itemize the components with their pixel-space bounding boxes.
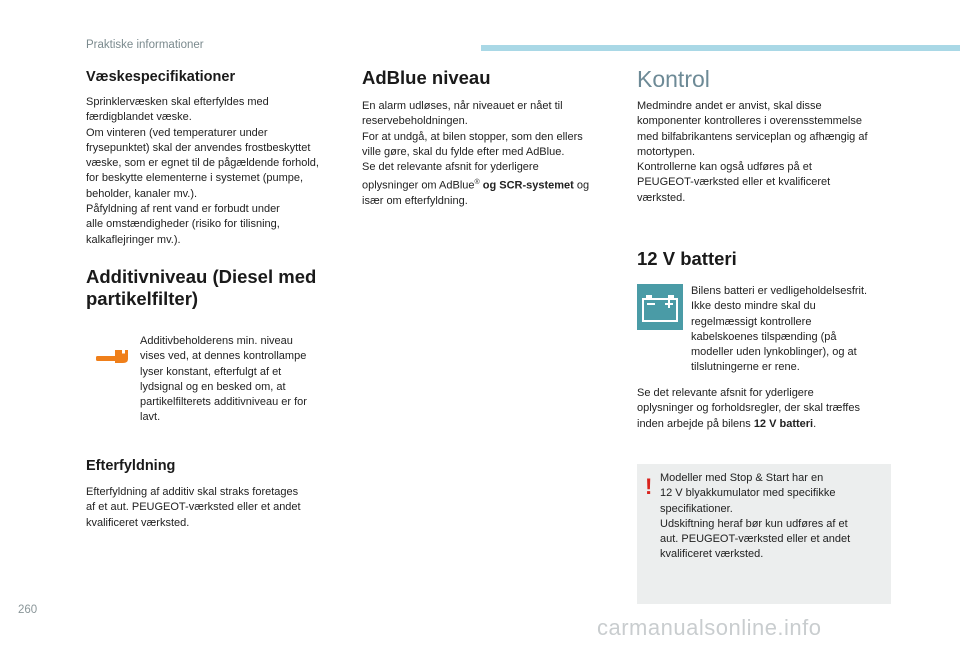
battery-icon — [637, 284, 683, 330]
text-line: frysepunktet) skal der anvendes frostbeskyttet — [86, 141, 311, 154]
adblue-text — [362, 99, 622, 210]
text-line: Efterfyldning af additiv skal straks foretages — [86, 486, 299, 498]
warning-icon: ! — [645, 474, 653, 499]
text-line: med bilfabrikantens serviceplan og afhængig af — [637, 130, 868, 143]
text-line: beholder, kanaler mv.). — [86, 187, 198, 200]
battery-text — [691, 284, 901, 376]
text-line: Om vinteren (ved temperaturer under — [86, 126, 268, 139]
battery-reference-text — [637, 386, 907, 432]
text-line — [637, 417, 907, 432]
text-line: værksted. — [637, 191, 686, 204]
text-line: 12 V blyakkumulator med specifikke — [660, 487, 836, 500]
text-line: motortypen. — [637, 145, 696, 158]
text-line: partikelfilterets additivniveau er for — [140, 396, 307, 409]
fluid-spec-title: Væskespecifikationer — [86, 69, 236, 85]
text-line: Medmindre andet er anvist, skal disse — [637, 100, 822, 112]
wrench-icon — [94, 347, 130, 369]
text-line: Ikke desto mindre skal du — [691, 300, 816, 313]
title-line: partikelfilter) — [86, 288, 199, 309]
header-accent-bar — [481, 45, 960, 51]
text-line: aut. PEUGEOT-værksted eller et andet — [660, 533, 851, 546]
refill-title: Efterfyldning — [86, 458, 176, 474]
text-line: kabelskoenes tilspænding (på — [691, 330, 837, 343]
text-line: for beskytte elementerne i systemet (pumpe, — [86, 172, 304, 185]
text-line: kvalificeret værksted. — [660, 548, 764, 561]
warning-callout-text — [660, 471, 885, 563]
text-line: lavt. — [140, 411, 161, 424]
text-line: væske, som er egnet til de pågældende forhold, — [86, 157, 319, 170]
text-line: En alarm udløses, når niveauet er nået til — [362, 100, 563, 112]
text-line: færdigblandet væske. — [86, 111, 192, 124]
text-line: kalkaflejringer mv.). — [86, 233, 181, 246]
registered-mark: ® — [474, 179, 480, 187]
fluid-spec-text — [86, 95, 356, 248]
watermark: carmanualsonline.info — [597, 615, 822, 640]
text-line: ville gøre, skal du fylde efter med AdBlue. — [362, 145, 565, 158]
text-line: lyser konstant, efterfulgt af et — [140, 365, 282, 378]
text-line: af et aut. PEUGEOT-værksted eller et andet — [86, 501, 301, 514]
text-line: PEUGEOT-værksted eller et kvalificeret — [637, 176, 831, 189]
text-line: Se det relevante afsnit for yderligere — [362, 161, 539, 174]
section-header: Praktiske informationer — [86, 39, 204, 51]
text-line: Udskiftning heraf bør kun udføres af et — [660, 517, 848, 530]
text-run-bold: og SCR-systemet — [479, 180, 574, 193]
additive-level-title — [86, 266, 316, 310]
text-run: . — [813, 417, 817, 430]
text-line: tilslutningerne er rene. — [691, 361, 800, 374]
text-line: modeller uden lynkoblinger), og at — [691, 346, 857, 359]
text-line — [362, 175, 622, 194]
text-line: komponenter kontrolleres i overensstemmelse — [637, 115, 862, 128]
text-run: oplysninger om AdBlue — [362, 180, 475, 193]
text-line: Sprinklervæsken skal efterfyldes med — [86, 96, 269, 108]
text-line: reservebeholdningen. — [362, 115, 468, 128]
title-line: Additivniveau (Diesel med — [86, 266, 317, 287]
adblue-title: AdBlue niveau — [362, 67, 491, 88]
text-line: især om efterfyldning. — [362, 195, 468, 208]
text-line: Påfyldning af rent vand er forbudt under — [86, 203, 280, 216]
text-line: Kontrollerne kan også udføres på et — [637, 161, 812, 174]
control-text — [637, 99, 907, 206]
text-line: alle omstændigheder (risiko for tilisning, — [86, 218, 280, 231]
text-run-bold: 12 V batteri — [753, 417, 814, 430]
text-line: vises ved, at dennes kontrollampe — [140, 350, 307, 363]
control-title: Kontrol — [637, 66, 710, 92]
text-run: og — [573, 180, 590, 193]
text-line: oplysninger og forholdsregler, der skal træffes — [637, 402, 860, 415]
battery-title: 12 V batteri — [637, 248, 737, 269]
additive-level-text — [140, 334, 340, 426]
text-run: inden arbejde på bilens — [637, 417, 754, 430]
text-line: Modeller med Stop & Start har en — [660, 472, 824, 484]
text-line: Se det relevante afsnit for yderligere — [637, 387, 814, 399]
refill-text — [86, 485, 356, 531]
page-number: 260 — [18, 604, 38, 616]
text-line: kvalificeret værksted. — [86, 516, 190, 529]
text-line: For at undgå, at bilen stopper, som den ellers — [362, 130, 583, 143]
text-line: Additivbeholderens min. niveau — [140, 335, 293, 347]
text-line: Bilens batteri er vedligeholdelsesfrit. — [691, 285, 868, 297]
text-line: regelmæssigt kontrollere — [691, 315, 812, 328]
text-line: specifikationer. — [660, 502, 733, 515]
text-line: lydsignal og en besked om, at — [140, 380, 286, 393]
